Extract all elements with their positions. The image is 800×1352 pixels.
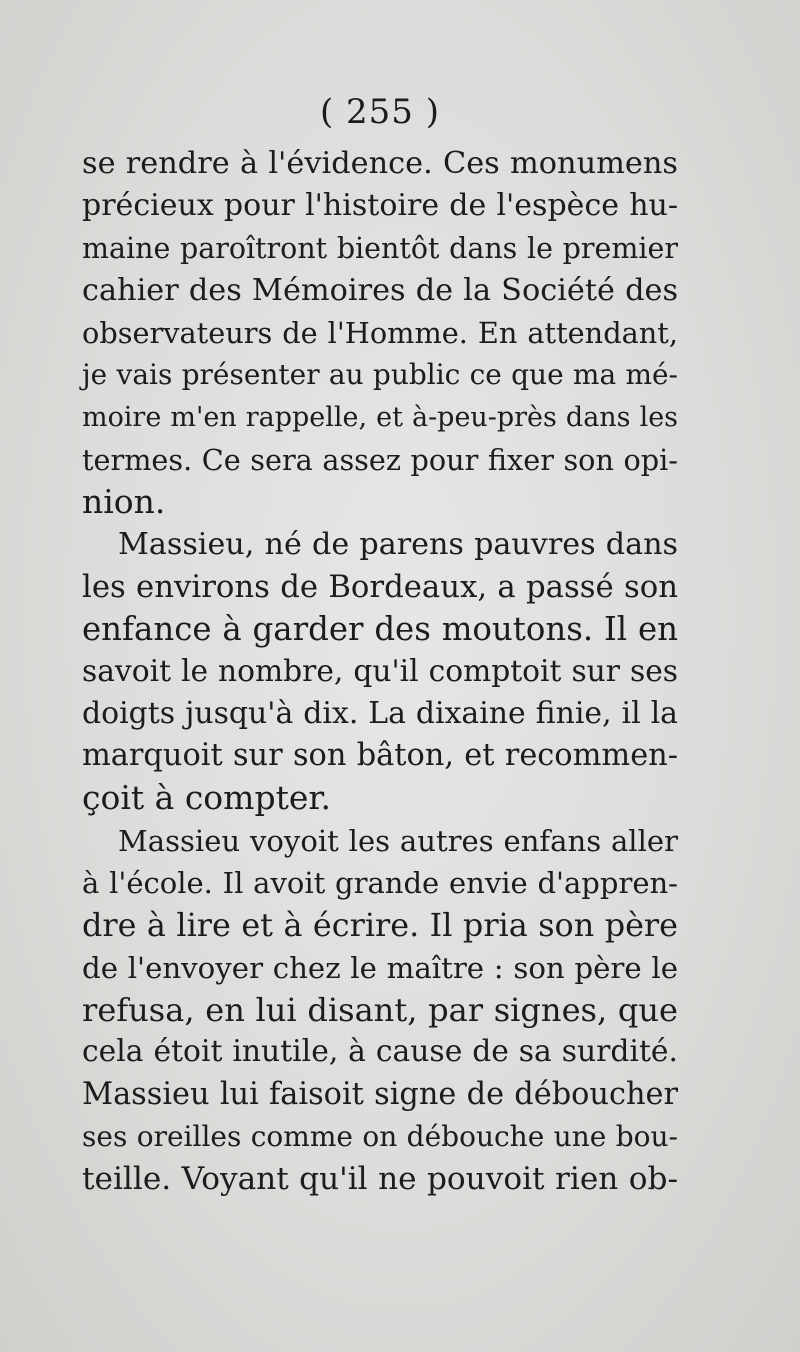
text-line: précieux pour l'histoire de l'espèce hu- (82, 188, 678, 224)
text-line: les environs de Bordeaux, a passé son (82, 568, 678, 605)
text-line: teille. Voyant qu'il ne pouvoit rien ob- (82, 1161, 678, 1198)
text-line: nion. (82, 482, 166, 522)
text-line: de l'envoyer chez le maître : son père le (82, 950, 678, 985)
text-line: à l'école. Il avoit grande envie d'appren- (82, 866, 678, 901)
text-line: savoit le nombre, qu'il comptoit sur ses (82, 653, 678, 689)
text-line: cahier des Mémoires de la Société des (82, 272, 678, 308)
text-line: ses oreilles comme on débouche une bou- (82, 1119, 678, 1153)
text-line: enfance à garder des moutons. Il en (82, 610, 678, 649)
text-line: Massieu, né de parens pauvres dans (118, 526, 678, 562)
text-line: moire m'en rappelle, et à-peu-près dans les (82, 401, 678, 433)
text-line: marquoit sur son bâton, et recommen- (82, 738, 678, 774)
text-line: cela étoit inutile, à cause de sa surdité. (82, 1034, 678, 1070)
text-line: termes. Ce sera assez pour fixer son opi- (82, 443, 678, 478)
text-line: Massieu voyoit les autres enfans aller (118, 823, 678, 858)
text-line: dre à lire et à écrire. Il pria son père (82, 906, 678, 945)
text-line: se rendre à l'évidence. Ces monumens (82, 146, 678, 181)
text-line: observateurs de l'Homme. En attendant, (82, 316, 678, 351)
page-number: ( 255 ) (319, 92, 441, 132)
text-line: je vais présenter au public ce que ma mé- (82, 358, 678, 392)
text-line: çoit à compter. (82, 778, 332, 818)
text-line: refusa, en lui disant, par signes, que (82, 990, 678, 1029)
text-line: doigts jusqu'à dix. La dixaine finie, il la (82, 695, 678, 731)
body-text (82, 143, 678, 1200)
text-line: maine paroîtront bientôt dans le premier (82, 231, 678, 265)
text-line: Massieu lui faisoit signe de déboucher (82, 1076, 678, 1112)
